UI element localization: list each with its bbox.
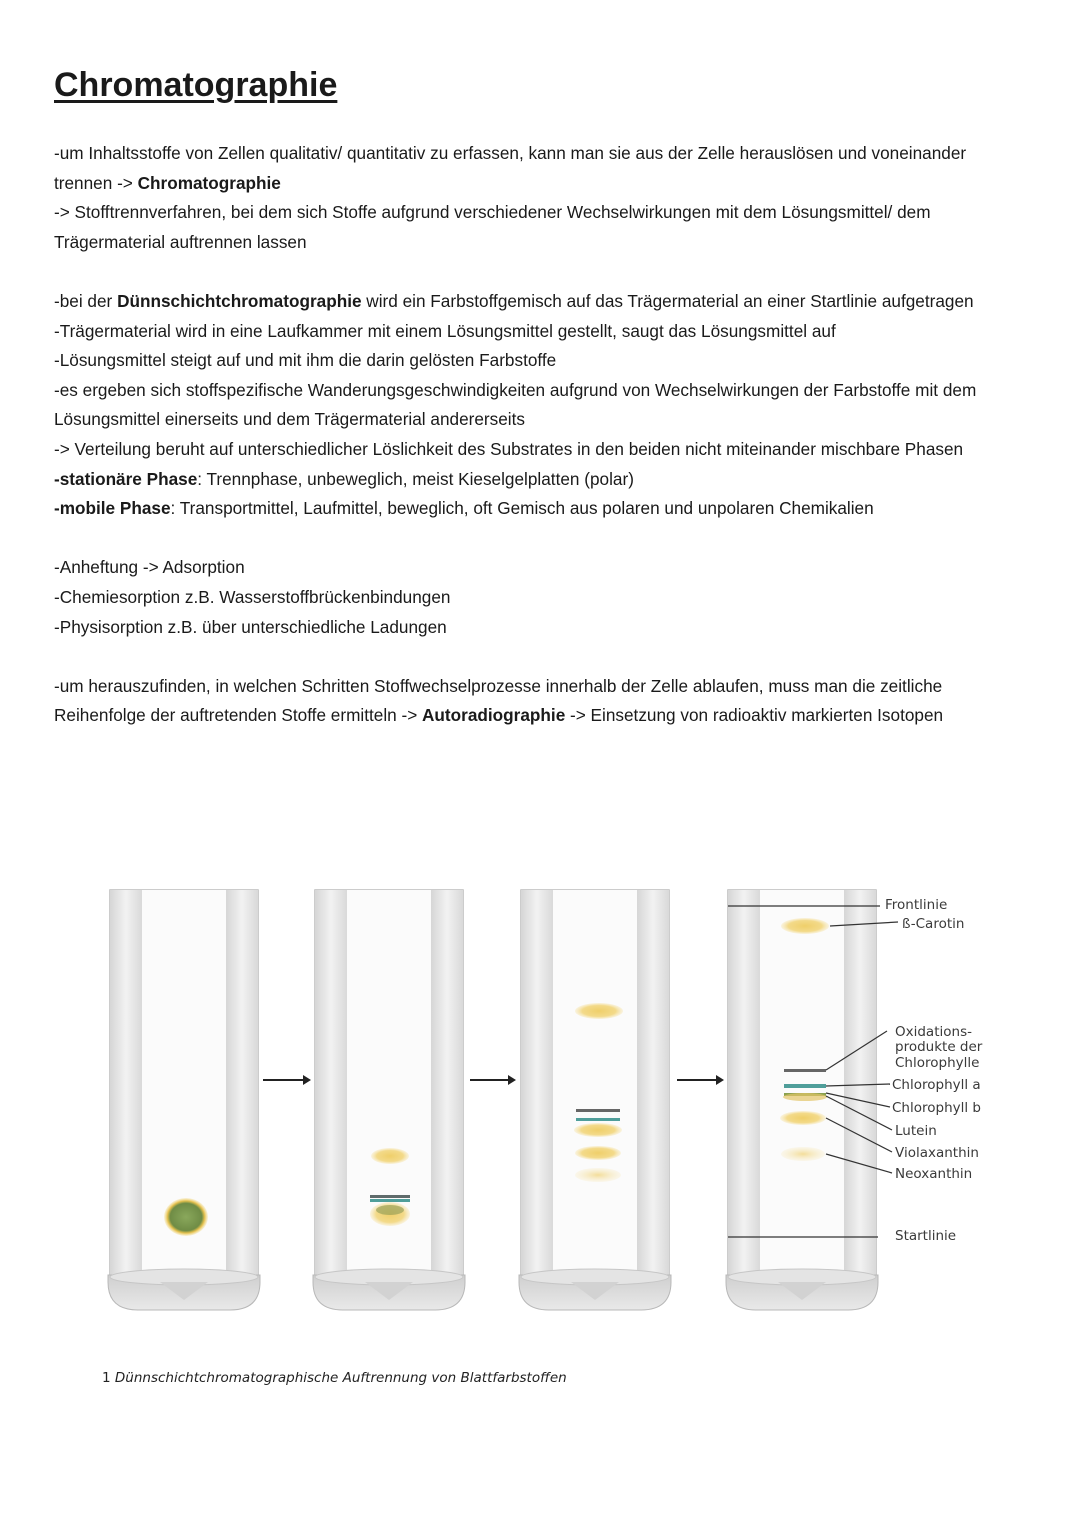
text-line: Trägermaterial auftrennen lassen [54,231,307,252]
label-oxidation-2: produkte der [895,1039,983,1055]
text-line: Lösungsmittel einerseits und dem Trägermaterial andererseits [54,409,525,430]
text-line: -es ergeben sich stoffspezifische Wanderungsgeschwindigkeiten aufgrund von Wechselwirkungen der Farbstoffe mit dem [54,379,977,400]
pigment-band [574,1123,622,1137]
caption-number: 1 [102,1370,111,1386]
band-carotin [781,918,829,934]
term-mobil: -mobile Phase [54,498,171,519]
pigment-band [575,1168,621,1182]
label-lutein: Lutein [895,1123,937,1139]
text-line: -um herauszufinden, in welchen Schritten Stoffwechselprozesse innerhalb der Zelle ablaufen, muss man die zeitliche [54,675,943,696]
chamber-1 [108,890,260,1310]
text-line: Reihenfolge der auftretenden Stoffe ermitteln -> Autoradiographie -> Einsetzung von radioaktiv markierten Isotopen [54,705,944,726]
text-line: -Chemiesorption z.B. Wasserstoffbrückenbindungen [54,586,451,607]
text-line: -> Verteilung beruht auf unterschiedlicher Löslichkeit des Substrates in den beiden nicht miteinander mischbare Phasen [54,438,964,459]
text-line: trennen -> Chromatographie [54,172,281,193]
term-autoradiographie: Autoradiographie [422,705,566,726]
pigment-band [575,1003,623,1019]
page-title: Chromatographie [54,66,338,104]
band-chlorophyll-a [784,1084,826,1088]
label-chlorophyll-a: Chlorophyll a [892,1077,981,1093]
caption-text: Dünnschichtchromatographische Auftrennung von Blattfarbstoffen [114,1370,567,1386]
sample-spot [164,1198,208,1236]
pigment-band [376,1205,404,1215]
label-frontlinie: Frontlinie [885,897,948,913]
text-line: -> Stofftrennverfahren, bei dem sich Stoffe aufgrund verschiedener Wechselwirkungen mit dem Lösungsmittel/ dem [54,202,931,223]
text-line: -Lösungsmittel steigt auf und mit ihm die darin gelösten Farbstoffe [54,350,557,371]
label-neoxanthin: Neoxanthin [895,1166,973,1182]
label-oxidation-1: Oxidations- [895,1024,972,1040]
chamber-3 [519,890,671,1310]
text-line: -Physisorption z.B. über unterschiedliche Ladungen [54,616,447,637]
text-line: -stationäre Phase: Trennphase, unbeweglich, meist Kieselgelplatten (polar) [54,468,634,489]
band-oxidation [784,1069,826,1072]
label-oxidation-3: Chlorophylle [895,1055,980,1071]
text-line: -Anheftung -> Adsorption [54,557,245,578]
text-line: -bei der Dünnschichtchromatographie wird ein Farbstoffgemisch auf das Trägermaterial an einer Startlinie aufgetragen [54,290,974,311]
figure-caption [102,1370,567,1386]
pigment-band [370,1199,410,1202]
text-line: -Trägermaterial wird in eine Laufkammer mit einem Lösungsmittel gestellt, saugt das Lösungsmittel auf [54,320,836,341]
band-chlorophyll-b [783,1093,827,1101]
pigment-band [371,1148,409,1164]
pigment-band [575,1146,621,1160]
arrow-icon [263,1075,311,1085]
term-chromatographie: Chromatographie [137,172,281,193]
text-line: -um Inhaltsstoffe von Zellen qualitativ/ quantitativ zu erfassen, kann man sie aus der Zelle herauslösen und voneinander [54,143,967,163]
term-stationaer: -stationäre Phase [54,468,198,489]
band-violaxanthin [781,1147,825,1161]
label-chlorophyll-b: Chlorophyll b [892,1100,981,1116]
term-duennschicht: Dünnschichtchromatographie [117,290,362,311]
label-violaxanthin: Violaxanthin [895,1145,979,1161]
label-startlinie: Startlinie [895,1228,957,1244]
arrow-icon [677,1075,724,1085]
label-carotin: ß-Carotin [902,916,965,932]
pigment-band [576,1118,620,1121]
chamber-2 [313,890,465,1310]
text-line: -mobile Phase: Transportmittel, Laufmittel, beweglich, oft Gemisch aus polaren und unpolaren Chemikalien [54,498,874,519]
arrow-icon [470,1075,516,1085]
band-lutein [780,1111,826,1125]
pigment-band [370,1195,410,1198]
pigment-band [576,1109,620,1112]
